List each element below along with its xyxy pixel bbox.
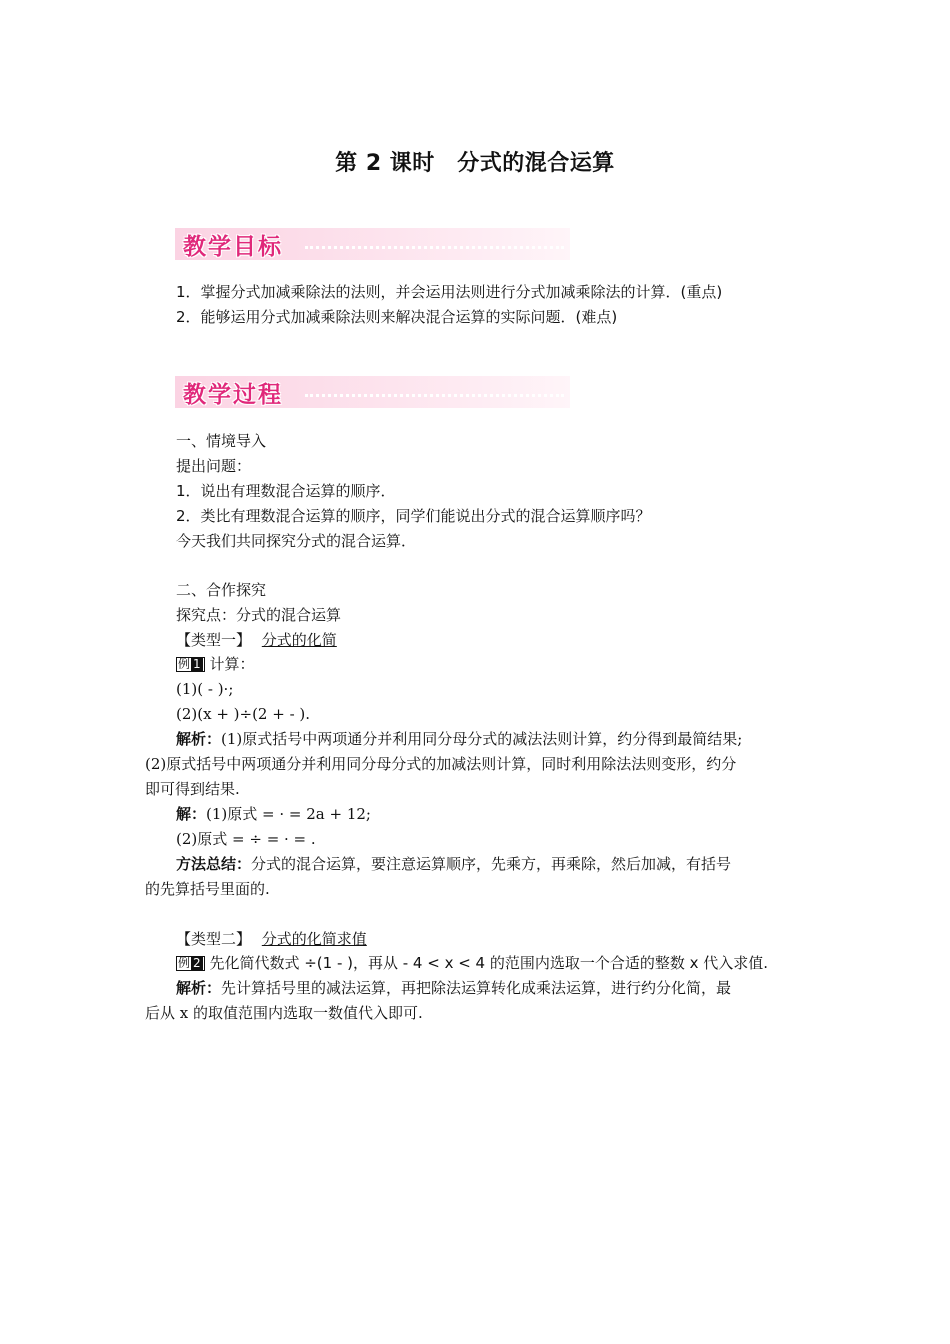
method-line-b: 的先算括号里面的. <box>145 880 270 898</box>
section-2-heading: 二、合作探究 <box>176 581 267 599</box>
section-1-close: 今天我们共同探究分式的混合运算． <box>176 532 417 550</box>
solution-1-text: (1)原式 = · = 2a + 12; <box>206 805 371 823</box>
banner-dots <box>305 394 564 397</box>
type-1-name: 分式的化简 <box>261 631 337 649</box>
objective-1: 1．掌握分式加减乘除法的法则，并会运用法则进行分式加减乘除法的计算．(重点) <box>176 283 723 301</box>
method-text-a: 分式的混合运算，要注意运算顺序，先乘方，再乘除，然后加减，有括号 <box>251 855 732 873</box>
banner-objectives <box>175 228 570 260</box>
example-2-task: 先化简代数式 ÷(1 - )，再从 - 4 < x < 4 的范围内选取一个合适的整数 x 代入求值. <box>209 954 769 972</box>
example-1-line <box>176 654 254 674</box>
type-1-line <box>176 630 337 650</box>
section-1-prompt: 提出问题： <box>176 457 252 475</box>
example-1-task: 计算： <box>209 655 255 673</box>
method-line-a <box>176 854 731 874</box>
banner-objectives-text: 教学目标 <box>183 234 283 260</box>
banner-process-text: 教学过程 <box>183 382 283 408</box>
page-title: 第 2 课时 分式的混合运算 <box>335 151 615 176</box>
analysis-1-line-a <box>176 729 742 749</box>
solution-label: 解： <box>176 805 207 823</box>
analysis-1-line-c: 即可得到结果. <box>145 780 240 798</box>
analysis-1-line-b: (2)原式括号中两项通分并利用同分母分式的加减法则计算，同时利用除法法则变形，约分 <box>145 755 737 773</box>
analysis-1-text-a: (1)原式括号中两项通分并利用同分母分式的减法法则计算，约分得到最简结果; <box>221 730 743 748</box>
analysis-label: 解析： <box>176 730 222 748</box>
type-2-line <box>176 929 367 949</box>
banner-process <box>175 376 570 408</box>
section-1-q1: 1．说出有理数混合运算的顺序． <box>176 482 396 500</box>
solution-2-line: (2)原式 = ÷ = · = . <box>176 830 316 848</box>
type-2-bracket: 【类型二】 <box>176 930 252 948</box>
example-1-part-1: (1)( - )·; <box>176 680 234 698</box>
type-2-name: 分式的化简求值 <box>261 930 367 948</box>
solution-1-line <box>176 804 371 824</box>
method-label: 方法总结： <box>176 855 252 873</box>
section-2-point: 探究点：分式的混合运算 <box>176 606 342 624</box>
analysis-2-line-b: 后从 x 的取值范围内选取一数值代入即可. <box>145 1004 423 1022</box>
section-1-heading: 一、情境导入 <box>176 432 267 450</box>
example-1-badge: 例 1 <box>176 657 205 672</box>
section-1-q2: 2．类比有理数混合运算的顺序，同学们能说出分式的混合运算顺序吗？ <box>176 507 651 525</box>
example-2-line <box>176 953 768 973</box>
analysis-label: 解析： <box>176 979 222 997</box>
example-1-part-2: (2)(x + )÷(2 + - ). <box>176 705 311 723</box>
analysis-2-text-a: 先计算括号里的减法运算，再把除法运算转化成乘法运算，进行约分化简，最 <box>221 979 732 997</box>
type-1-bracket: 【类型一】 <box>176 631 252 649</box>
banner-dots <box>305 246 564 249</box>
analysis-2-line-a <box>176 978 731 998</box>
objective-2: 2．能够运用分式加减乘除法则来解决混合运算的实际问题．(难点) <box>176 308 618 326</box>
example-2-badge: 例 2 <box>176 956 205 971</box>
